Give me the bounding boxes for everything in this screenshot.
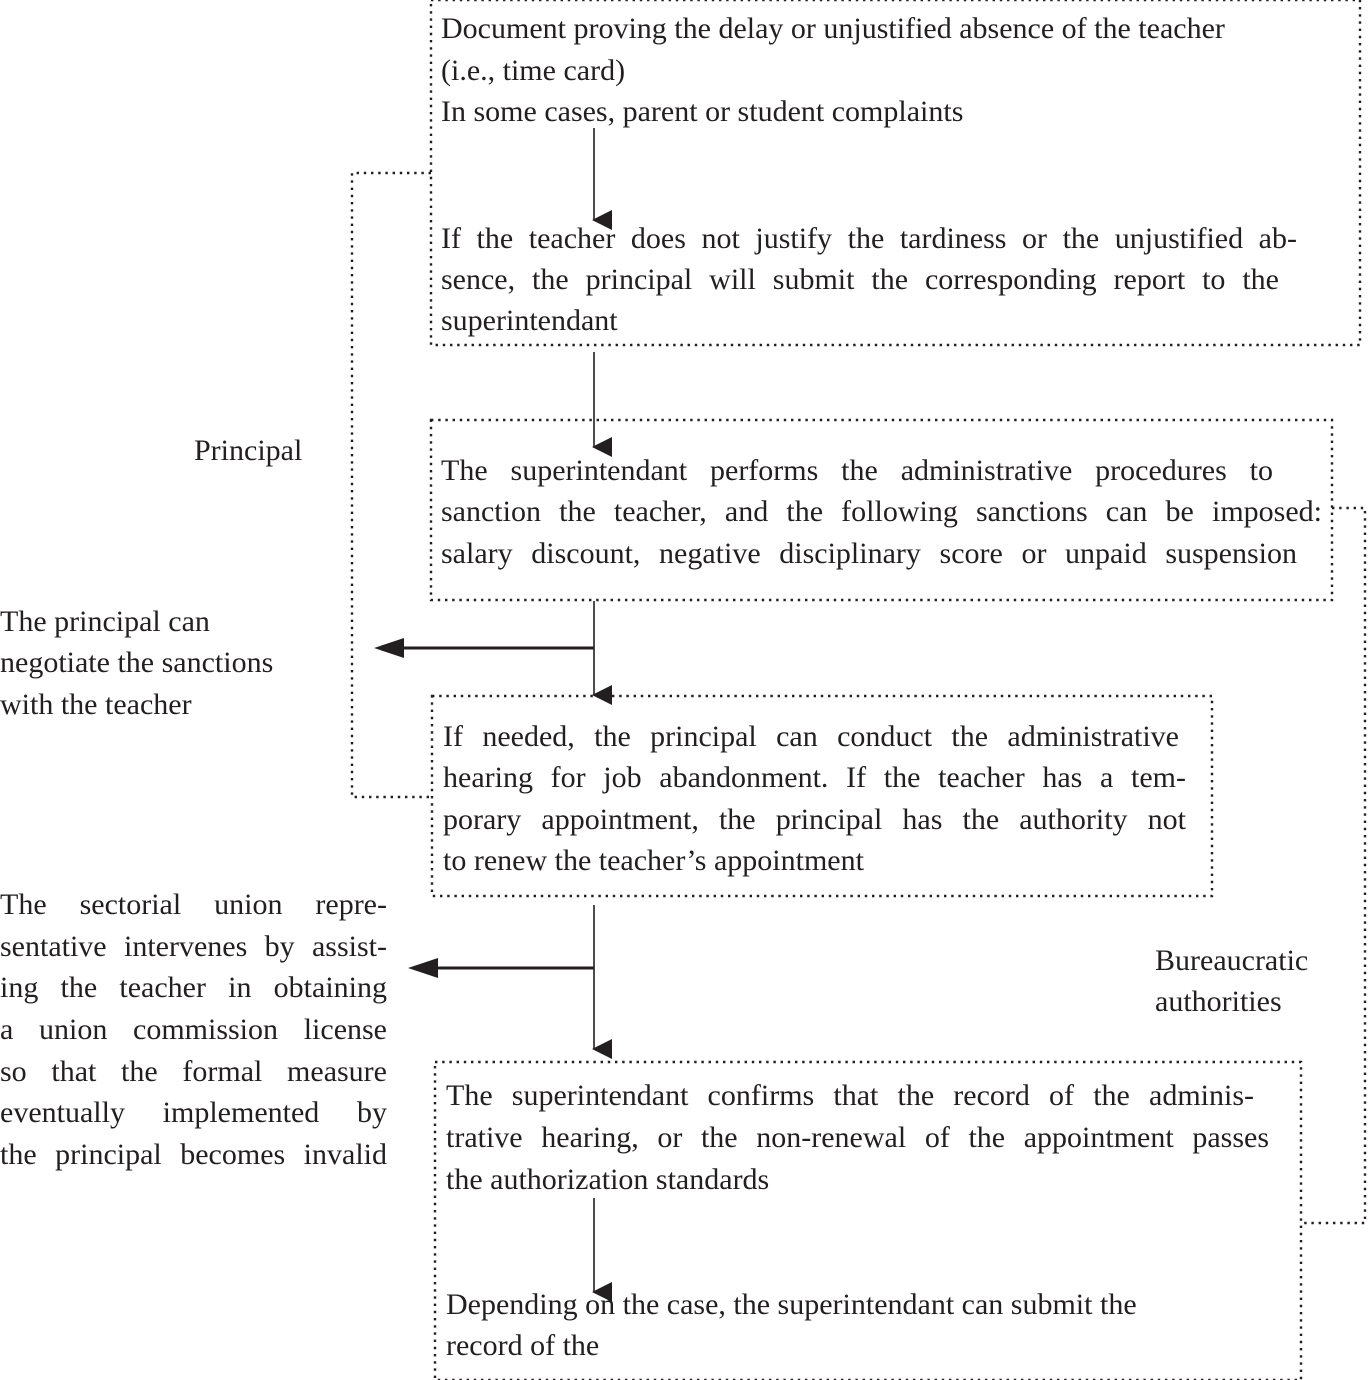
- note-union-line-2: sentative intervenes by assist-: [0, 930, 387, 963]
- box-confirms-line-2: trative hearing, or the non-renewal of the appointment passes: [446, 1121, 1269, 1154]
- note-negotiate-line-3: with the teacher: [0, 688, 192, 721]
- principal-bracket: [352, 173, 432, 797]
- box-submission-line-2: record of the: [446, 1329, 600, 1362]
- box-procedures-line-3: salary discount, negative disciplinary score or unpaid suspension: [441, 537, 1297, 570]
- note-union-line-5: so that the formal measure: [0, 1055, 387, 1088]
- box-confirms-line-3: the authorization standards: [446, 1163, 770, 1196]
- label-bureaucratic-line-1: Bureaucratic: [1155, 944, 1309, 977]
- box-report-line-1: If the teacher does not justify the tardiness or the unjustified ab-: [441, 222, 1297, 255]
- note-union-line-1: The sectorial union repre-: [0, 888, 387, 921]
- arrowhead-union: [408, 958, 438, 978]
- box-evidence-line-2: (i.e., time card): [441, 54, 626, 87]
- box-report-line-2: sence, the principal will submit the corresponding report to the: [441, 263, 1279, 296]
- note-union-line-6: eventually implemented by: [0, 1096, 387, 1129]
- box-confirms-line-1: The superintendant confirms that the record of the adminis-: [446, 1079, 1254, 1112]
- box-hearing-line-3: porary appointment, the principal has the authority not: [443, 803, 1186, 836]
- arrowhead-negotiate: [374, 638, 404, 658]
- label-principal: Principal: [194, 434, 303, 467]
- box-procedures-line-2: sanction the teacher, and the following sanctions can be imposed:: [441, 495, 1322, 528]
- box-hearing-line-2: hearing for job abandonment. If the teacher has a tem-: [443, 761, 1186, 794]
- bureaucratic-bracket: [1301, 508, 1365, 1223]
- box-evidence-line-1: Document proving the delay or unjustified absence of the teacher: [441, 12, 1225, 45]
- note-union-line-3: ing the teacher in obtaining: [0, 971, 387, 1004]
- label-bureaucratic-line-2: authorities: [1155, 985, 1282, 1018]
- box-hearing-line-1: If needed, the principal can conduct the administrative: [443, 720, 1179, 753]
- box-submission-line-1: Depending on the case, the superintendant can submit the: [446, 1288, 1137, 1321]
- box-evidence-line-3: In some cases, parent or student complaints: [441, 95, 964, 128]
- box-procedures-line-1: The superintendant performs the administrative procedures to: [441, 454, 1273, 487]
- box-hearing-line-4: to renew the teacher’s appointment: [443, 844, 864, 877]
- box-report-line-3: superintendant: [441, 304, 618, 337]
- note-union-line-7: the principal becomes invalid: [0, 1138, 387, 1171]
- note-negotiate-line-1: The principal can: [0, 605, 210, 638]
- note-union-line-4: a union commission license: [0, 1013, 387, 1046]
- note-negotiate-line-2: negotiate the sanctions: [0, 646, 274, 679]
